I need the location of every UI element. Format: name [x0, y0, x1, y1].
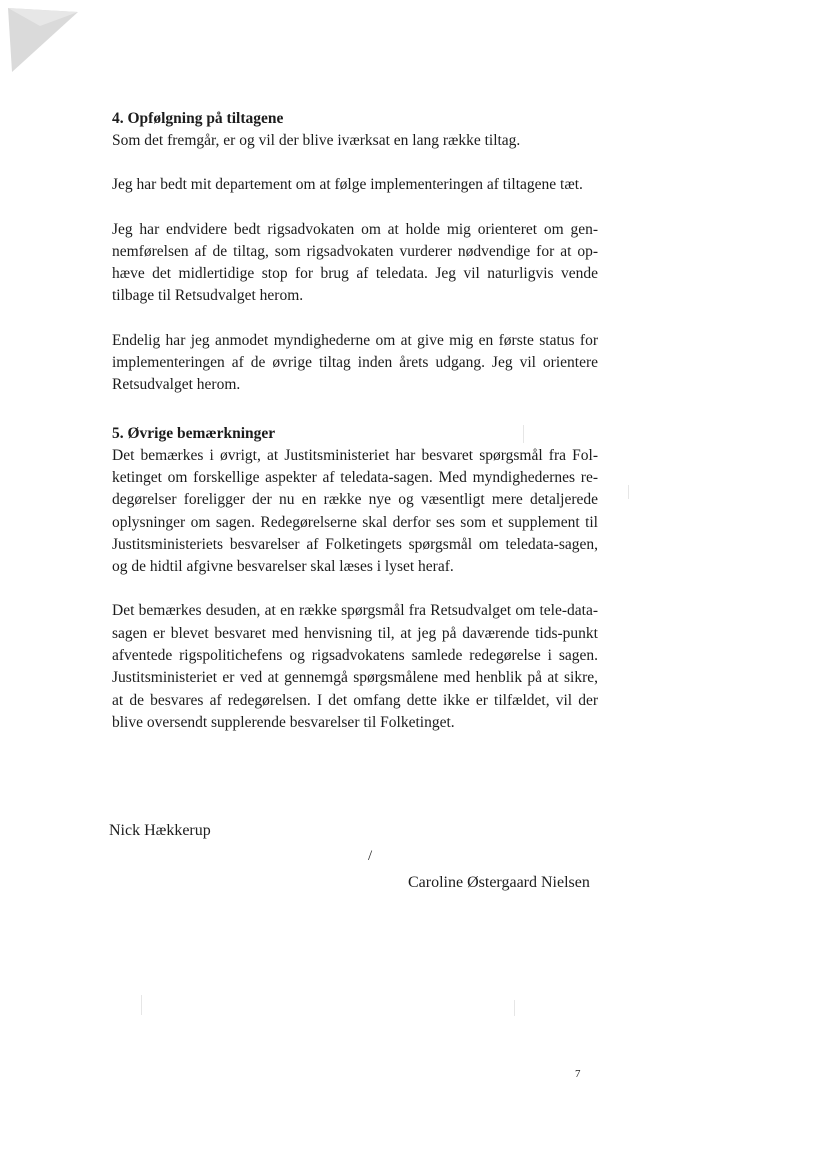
folded-corner — [0, 0, 90, 80]
document-body — [112, 108, 598, 734]
section-4-paragraph: Endelig har jeg anmodet myndighederne om at give mig en første status for implementeringen af de øvrige tiltag inden årets udgang. Jeg vil orientere Retsudvalget herom. — [112, 331, 598, 394]
scan-artifact — [514, 1000, 515, 1016]
section-4-heading: 4. Opfølgning på tiltagene — [112, 110, 284, 127]
section-5-heading: 5. Øvrige bemærkninger — [112, 424, 276, 442]
section-5-paragraph: Det bemærkes desuden, at en række spørgsmål fra Retsudvalget om tele-data-sagen er blevet besvaret med henvisning til, at jeg på daværende tids-punkt afventede rigspolitichefens og rigsadvokatens samlede redegørelse i sagen. Justitsministeriet er ved at gennemgå spørgsmålene med henblik på at sikre, at de besvares af redegørelsen. I det omfang dette ikke er tilfældet, vil der blive oversendt supplerende besvarelser til Folketinget. — [112, 602, 598, 731]
section-4-paragraph: Som det fremgår, er og vil der blive iværksat en lang række tiltag. — [112, 132, 521, 149]
section-4-paragraph: Jeg har bedt mit departement om at følge implementeringen af tiltagene tæt. — [112, 176, 583, 194]
scan-artifact — [628, 485, 629, 499]
scan-artifact — [141, 995, 142, 1015]
signature-separator: / — [368, 848, 373, 864]
page-number: 7 — [575, 1068, 581, 1080]
minister-signature-name: Nick Hækkerup — [109, 822, 211, 839]
section-4-paragraph: Jeg har endvidere bedt rigsadvokaten om at holde mig orienteret om gen-nemførelsen af de tiltag, som rigsadvokaten vurderer nødvendige for at op-hæve det midlertidige stop for brug af teledata. Jeg vil naturligvis vende tilbage til Retsudvalget herom. — [112, 220, 598, 305]
section-5-paragraph: Det bemærkes i øvrigt, at Justitsministeriet har besvaret spørgsmål fra Fol-ketinget om forskellige aspekter af teledata-sagen. Med myndighedernes re-degørelser foreligger der nu en række nye og væsentligt mere detaljerede oplysninger om sagen. Redegørelserne skal derfor ses som et supplement til Justitsministeriets besvarelser af Folketingets spørgsmål om teledata-sagen, og de hidtil afgivne besvarelser skal læses i lyset heraf. — [112, 446, 598, 576]
official-signature-name: Caroline Østergaard Nielsen — [408, 874, 590, 891]
